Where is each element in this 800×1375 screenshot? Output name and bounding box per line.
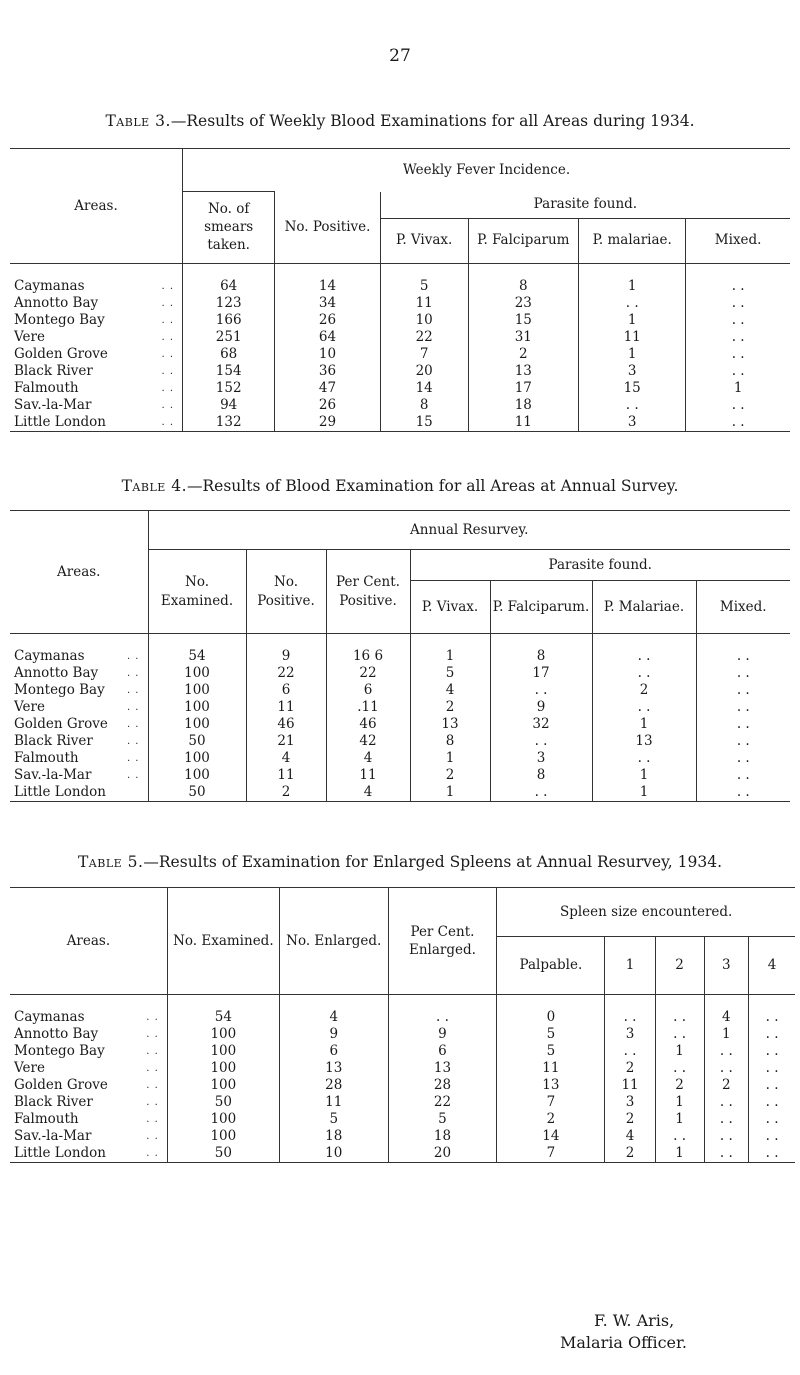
table-cell: . .	[749, 1145, 795, 1163]
table-cell: 100	[167, 1043, 279, 1060]
table-cell: . .	[655, 1009, 704, 1026]
table-cell: 11	[497, 1060, 605, 1077]
areas-header: Areas.	[10, 511, 148, 634]
table-cell: 2	[605, 1111, 655, 1128]
table3-caption	[0, 112, 800, 130]
mixed-header: Mixed.	[686, 218, 790, 263]
area-cell: Caymanas . .	[14, 1009, 159, 1025]
table-cell: 11	[605, 1077, 655, 1094]
table-cell: 22	[326, 665, 410, 682]
table-row	[10, 1060, 795, 1077]
table-cell: . .	[749, 1128, 795, 1145]
table-cell: 2	[592, 682, 696, 699]
area-cell: Falmouth . .	[14, 379, 175, 396]
table-cell: 26	[275, 397, 381, 414]
group-header: Weekly Fever Incidence.	[183, 149, 790, 192]
table-cell: 2	[468, 346, 579, 363]
table-cell: . .	[490, 733, 592, 750]
table-row	[10, 1043, 795, 1060]
area-cell: Vere . .	[14, 328, 175, 345]
table-cell: 123	[183, 295, 275, 312]
table-cell: 1	[655, 1145, 704, 1163]
falciparum-header: P. Falciparum.	[490, 581, 592, 634]
table-cell: 1	[592, 784, 696, 802]
table-cell: . .	[686, 312, 790, 329]
table-cell: 11	[279, 1094, 388, 1111]
table-row	[10, 1026, 795, 1043]
table-cell: 2	[410, 767, 490, 784]
page-number: 27	[389, 46, 411, 66]
table-cell: . .	[388, 1009, 497, 1026]
table-cell: 2	[605, 1060, 655, 1077]
examined-header: No. Examined.	[148, 550, 246, 634]
table-cell: . .	[696, 648, 790, 665]
table-cell: 26	[275, 312, 381, 329]
table-cell: 6	[326, 682, 410, 699]
table-cell: . .	[749, 1077, 795, 1094]
table-cell: 17	[468, 380, 579, 397]
table-cell: 9	[246, 648, 326, 665]
table-cell: 100	[148, 716, 246, 733]
falciparum-header: P. Falciparum	[468, 218, 579, 263]
table-row	[10, 750, 790, 767]
table-cell: 17	[490, 665, 592, 682]
area-cell: Caymanas . .	[14, 648, 140, 664]
table-cell: 1	[410, 648, 490, 665]
table-cell: 2	[410, 699, 490, 716]
malariae-header: P. malariae.	[579, 218, 686, 263]
table-cell: 13	[388, 1060, 497, 1077]
table-cell: . .	[696, 733, 790, 750]
table5	[10, 887, 795, 1163]
vivax-header: P. Vivax.	[380, 218, 468, 263]
area-cell: Annotto Bay . .	[14, 1026, 159, 1042]
table-cell: . .	[686, 278, 790, 295]
table-cell: 20	[388, 1145, 497, 1163]
percent-enlarged-header: Per Cent. Enlarged.	[388, 888, 497, 995]
table3-label: Table 3.	[105, 112, 171, 130]
area-cell: Golden Grove . .	[14, 716, 140, 732]
table-cell: 54	[148, 648, 246, 665]
table-row	[10, 699, 790, 716]
table-cell: 8	[380, 397, 468, 414]
table-cell: . .	[749, 1060, 795, 1077]
area-cell: Sav.-la-Mar . .	[14, 1128, 159, 1144]
table-cell: 13	[592, 733, 696, 750]
table-cell: . .	[579, 295, 686, 312]
area-cell: Black River . .	[14, 362, 175, 379]
table-cell: 4	[279, 1009, 388, 1026]
table-cell: 4	[326, 784, 410, 802]
table-row	[10, 414, 790, 432]
table-cell: . .	[592, 665, 696, 682]
table-cell: 9	[279, 1026, 388, 1043]
table-cell: 32	[490, 716, 592, 733]
area-cell: Montego Bay . .	[14, 682, 140, 698]
table-cell: 13	[410, 716, 490, 733]
table-cell: 10	[275, 346, 381, 363]
table-cell: 11	[246, 699, 326, 716]
table-cell: . .	[579, 397, 686, 414]
table-cell: 7	[380, 346, 468, 363]
table-row	[10, 397, 790, 414]
table-cell: 1	[410, 750, 490, 767]
parasite-header: Parasite found.	[380, 192, 790, 219]
table-cell: 28	[279, 1077, 388, 1094]
table-cell: . .	[592, 648, 696, 665]
table-cell: . .	[686, 397, 790, 414]
table-cell: 8	[490, 648, 592, 665]
table-cell: 5	[388, 1111, 497, 1128]
table-cell: 251	[183, 329, 275, 346]
table-cell: . .	[655, 1128, 704, 1145]
table-cell: . .	[686, 414, 790, 432]
size-3-header: 3	[704, 937, 749, 995]
table3	[10, 148, 790, 432]
table-cell: 14	[380, 380, 468, 397]
table5-caption	[0, 853, 800, 871]
table-cell: . .	[696, 750, 790, 767]
positive-header: No. Positive.	[246, 550, 326, 634]
table-cell: 5	[279, 1111, 388, 1128]
table-row	[10, 1128, 795, 1145]
table-cell: . .	[655, 1060, 704, 1077]
table-cell: 50	[167, 1145, 279, 1163]
group-header: Annual Resurvey.	[148, 511, 790, 550]
table-cell: . .	[605, 1043, 655, 1060]
table-cell: 1	[655, 1043, 704, 1060]
area-cell: Annotto Bay . .	[14, 665, 140, 681]
table-cell: 8	[490, 767, 592, 784]
table-cell: . .	[749, 1009, 795, 1026]
table-cell: 166	[183, 312, 275, 329]
table-cell: 8	[468, 278, 579, 295]
table-cell: 21	[246, 733, 326, 750]
table-cell: . .	[696, 665, 790, 682]
table-cell: 50	[167, 1094, 279, 1111]
table-cell: . .	[749, 1043, 795, 1060]
table-cell: 1	[592, 716, 696, 733]
table5-label: Table 5.	[77, 853, 144, 871]
table-cell: 18	[279, 1128, 388, 1145]
table-cell: 3	[579, 414, 686, 432]
table-cell: 15	[468, 312, 579, 329]
table-cell: 47	[275, 380, 381, 397]
table-row	[10, 1094, 795, 1111]
signature-title: Malaria Officer.	[560, 1333, 687, 1352]
percent-positive-header: Per Cent. Positive.	[326, 550, 410, 634]
table-cell: 1	[579, 346, 686, 363]
table-row	[10, 363, 790, 380]
table-cell: 7	[497, 1145, 605, 1163]
table-cell: 4	[326, 750, 410, 767]
table-row	[10, 329, 790, 346]
palpable-header: Palpable.	[497, 937, 605, 995]
signature-name: F. W. Aris,	[594, 1311, 675, 1330]
parasite-header: Parasite found.	[410, 550, 790, 581]
table-cell: 14	[497, 1128, 605, 1145]
table-row	[10, 346, 790, 363]
table-cell: 1	[579, 312, 686, 329]
table-cell: 3	[605, 1026, 655, 1043]
table-cell: 4	[246, 750, 326, 767]
table-cell: . .	[490, 682, 592, 699]
area-cell: Falmouth . .	[14, 1111, 159, 1127]
examined-header: No. Examined.	[167, 888, 279, 995]
area-cell: Golden Grove . .	[14, 1077, 159, 1093]
table-cell: 18	[468, 397, 579, 414]
table-row	[10, 665, 790, 682]
table-cell: 3	[605, 1094, 655, 1111]
table4-title: —Results of Blood Examination for all Areas at Annual Survey.	[187, 477, 679, 495]
table-cell: 100	[148, 767, 246, 784]
table-cell: 5	[380, 278, 468, 295]
area-cell: Little London	[10, 784, 148, 802]
signature-block	[560, 1310, 687, 1354]
table-cell: 3	[490, 750, 592, 767]
table-cell: 16 6	[326, 648, 410, 665]
area-cell: Vere . .	[14, 699, 140, 715]
table-cell: 100	[148, 699, 246, 716]
areas-header: Areas.	[10, 149, 183, 264]
table-cell: 9	[388, 1026, 497, 1043]
table-cell: 15	[579, 380, 686, 397]
table-cell: 1	[655, 1094, 704, 1111]
table-cell: 22	[246, 665, 326, 682]
table-cell: 68	[183, 346, 275, 363]
table-cell: 0	[497, 1009, 605, 1026]
table-cell: 11	[326, 767, 410, 784]
vivax-header: P. Vivax.	[410, 581, 490, 634]
table-cell: 11	[246, 767, 326, 784]
size-1-header: 1	[605, 937, 655, 995]
table-cell: 4	[410, 682, 490, 699]
area-cell: Golden Grove . .	[14, 345, 175, 362]
table-cell: 50	[148, 733, 246, 750]
enlarged-header: No. Enlarged.	[279, 888, 388, 995]
table-cell: 9	[490, 699, 592, 716]
table-cell: 34	[275, 295, 381, 312]
table-cell: . .	[490, 784, 592, 802]
malariae-header: P. Malariae.	[592, 581, 696, 634]
table-cell: . .	[696, 784, 790, 802]
table-cell: . .	[704, 1060, 749, 1077]
table-cell: 3	[579, 363, 686, 380]
table-cell: 13	[279, 1060, 388, 1077]
table-cell: 6	[246, 682, 326, 699]
table-cell: 152	[183, 380, 275, 397]
table-cell: 64	[275, 329, 381, 346]
table-cell: . .	[605, 1009, 655, 1026]
size-2-header: 2	[655, 937, 704, 995]
table-cell: 5	[497, 1043, 605, 1060]
table-cell: . .	[592, 750, 696, 767]
table-cell: 22	[388, 1094, 497, 1111]
table-cell: . .	[704, 1111, 749, 1128]
table-cell: 64	[183, 278, 275, 295]
area-cell: Vere . .	[14, 1060, 159, 1076]
area-cell: Sav.-la-Mar . .	[14, 396, 175, 413]
table-cell: . .	[704, 1128, 749, 1145]
mixed-header: Mixed.	[696, 581, 790, 634]
area-cell: Falmouth . .	[14, 750, 140, 766]
table-cell: 100	[167, 1128, 279, 1145]
table-cell: 50	[148, 784, 246, 802]
table-cell: 18	[388, 1128, 497, 1145]
table4	[10, 510, 790, 802]
table-cell: 5	[410, 665, 490, 682]
table-row	[10, 380, 790, 397]
table-cell: 100	[148, 750, 246, 767]
area-cell: Little London . .	[10, 1145, 167, 1163]
area-cell: Black River . .	[14, 733, 140, 749]
table-row	[10, 1077, 795, 1094]
table-cell: . .	[686, 346, 790, 363]
spleen-size-header: Spleen size encountered.	[497, 888, 795, 937]
table-cell: 100	[148, 682, 246, 699]
table-cell: 1	[592, 767, 696, 784]
table-cell: 1	[686, 380, 790, 397]
table-cell: 1	[410, 784, 490, 802]
table-cell: 46	[326, 716, 410, 733]
table-cell: 1	[655, 1111, 704, 1128]
table-cell: 94	[183, 397, 275, 414]
smears-header: No. of smears taken.	[183, 192, 275, 264]
table-cell: 100	[167, 1026, 279, 1043]
table-cell: 2	[655, 1077, 704, 1094]
table-cell: 1	[579, 278, 686, 295]
table-cell: 22	[380, 329, 468, 346]
size-4-header: 4	[749, 937, 795, 995]
area-cell: Black River . .	[14, 1094, 159, 1110]
table-cell: . .	[696, 767, 790, 784]
table-cell: 4	[704, 1009, 749, 1026]
table-cell: 13	[468, 363, 579, 380]
table-row	[10, 682, 790, 699]
table-cell: 31	[468, 329, 579, 346]
table-cell: 132	[183, 414, 275, 432]
table-cell: 11	[468, 414, 579, 432]
table-cell: 1	[704, 1026, 749, 1043]
table-cell: 23	[468, 295, 579, 312]
table-cell: . .	[655, 1026, 704, 1043]
table-row	[10, 312, 790, 329]
table-cell: .11	[326, 699, 410, 716]
table-cell: . .	[686, 363, 790, 380]
table-cell: 154	[183, 363, 275, 380]
area-cell: Sav.-la-Mar . .	[14, 767, 140, 783]
table-cell: 15	[380, 414, 468, 432]
table-cell: 10	[380, 312, 468, 329]
table-cell: 13	[497, 1077, 605, 1094]
table-cell: 100	[167, 1060, 279, 1077]
table-cell: 6	[388, 1043, 497, 1060]
table-cell: 2	[497, 1111, 605, 1128]
table-cell: . .	[749, 1026, 795, 1043]
table-cell: . .	[592, 699, 696, 716]
area-cell: Montego Bay . .	[14, 311, 175, 328]
table-cell: 2	[246, 784, 326, 802]
table-row	[10, 278, 790, 295]
table-cell: . .	[704, 1145, 749, 1163]
table4-label: Table 4.	[121, 477, 187, 495]
table-cell: . .	[704, 1043, 749, 1060]
table-cell: . .	[749, 1094, 795, 1111]
positive-header: No. Positive.	[275, 192, 381, 264]
table-cell: . .	[704, 1094, 749, 1111]
table-cell: 100	[167, 1077, 279, 1094]
table-cell: . .	[696, 699, 790, 716]
table-row	[10, 733, 790, 750]
table3-title: —Results of Weekly Blood Examinations for all Areas during 1934.	[170, 112, 695, 130]
table-cell: . .	[696, 682, 790, 699]
table-cell: 46	[246, 716, 326, 733]
table-cell: 10	[279, 1145, 388, 1163]
area-cell: Annotto Bay . .	[14, 294, 175, 311]
table-row	[10, 716, 790, 733]
table-cell: . .	[749, 1111, 795, 1128]
table-cell: 11	[380, 295, 468, 312]
table-cell: 2	[704, 1077, 749, 1094]
table4-caption	[0, 477, 800, 495]
table-cell: 42	[326, 733, 410, 750]
area-cell: Montego Bay . .	[14, 1043, 159, 1059]
table-row	[10, 1111, 795, 1128]
table-row	[10, 1009, 795, 1026]
table-cell: 28	[388, 1077, 497, 1094]
table-cell: . .	[686, 295, 790, 312]
areas-header: Areas.	[10, 888, 167, 995]
table-cell: 29	[275, 414, 381, 432]
table-cell: 100	[148, 665, 246, 682]
table-row	[10, 784, 790, 802]
table-cell: 11	[579, 329, 686, 346]
table5-title: —Results of Examination for Enlarged Spleens at Annual Resurvey, 1934.	[143, 853, 723, 871]
table-cell: 2	[605, 1145, 655, 1163]
table-cell: 4	[605, 1128, 655, 1145]
table-cell: 100	[167, 1111, 279, 1128]
table-cell: 54	[167, 1009, 279, 1026]
area-cell: Caymanas . .	[14, 277, 175, 294]
table-cell: 5	[497, 1026, 605, 1043]
table-row	[10, 295, 790, 312]
table-cell: 7	[497, 1094, 605, 1111]
table-row	[10, 1145, 795, 1163]
table-cell: 6	[279, 1043, 388, 1060]
table-row	[10, 648, 790, 665]
table-cell: 20	[380, 363, 468, 380]
table-cell: 36	[275, 363, 381, 380]
table-cell: 8	[410, 733, 490, 750]
table-cell: . .	[686, 329, 790, 346]
table-cell: 14	[275, 278, 381, 295]
table-row	[10, 767, 790, 784]
table-cell: . .	[696, 716, 790, 733]
area-cell: Little London . .	[10, 414, 183, 432]
